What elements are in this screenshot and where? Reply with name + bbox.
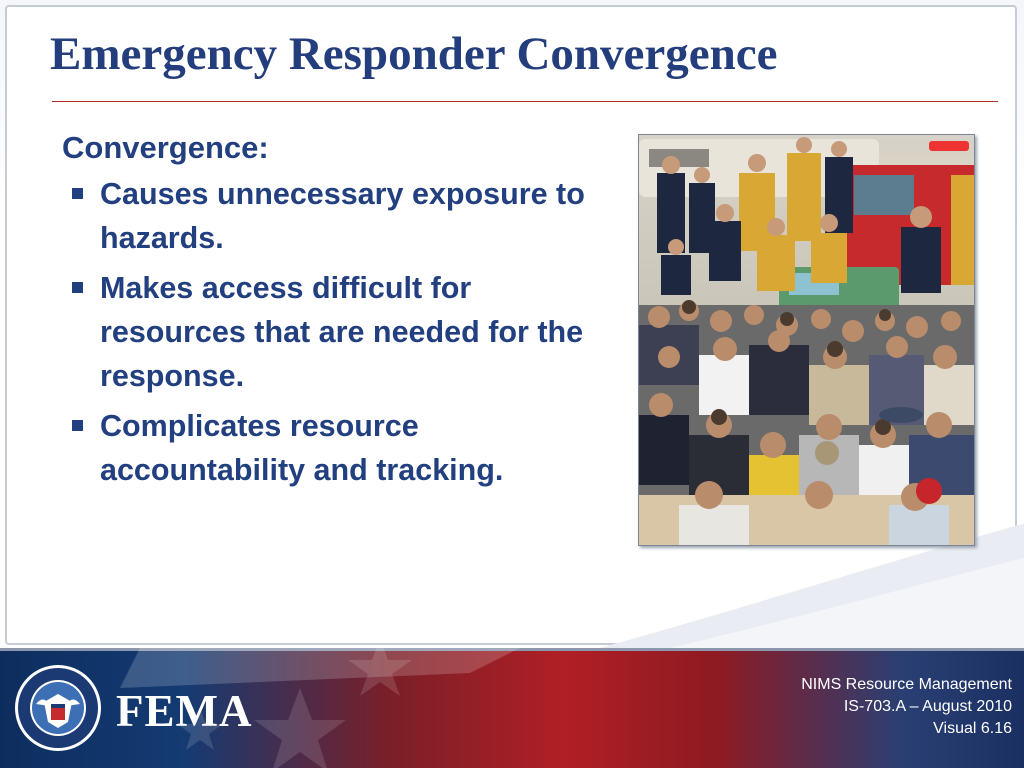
slide-title: Emergency Responder Convergence bbox=[50, 28, 778, 80]
bullet-text: Causes unnecessary exposure to hazards. bbox=[100, 177, 585, 255]
square-bullet-icon bbox=[72, 282, 83, 293]
square-bullet-icon bbox=[72, 420, 83, 431]
bullet-text: Makes access difficult for resources that are needed for the response. bbox=[100, 271, 584, 393]
dhs-seal-icon bbox=[14, 664, 102, 752]
course-info bbox=[801, 674, 1012, 740]
course-title: NIMS Resource Management bbox=[801, 676, 1012, 693]
content-heading: Convergence: bbox=[62, 130, 269, 165]
title-underline bbox=[52, 101, 998, 102]
bullet-item bbox=[62, 266, 622, 398]
course-id: IS-703.A – August 2010 bbox=[843, 698, 1012, 715]
crowd-photo bbox=[638, 134, 975, 546]
bullet-item bbox=[62, 172, 622, 260]
slide-content bbox=[62, 128, 622, 498]
bullet-item bbox=[62, 404, 622, 492]
visual-number: Visual 6.16 bbox=[933, 720, 1012, 737]
bullet-text: Complicates resource accountability and tracking. bbox=[100, 409, 504, 487]
fema-logo: FEMA bbox=[116, 686, 253, 736]
square-bullet-icon bbox=[72, 188, 83, 199]
crowd-photo-illustration bbox=[639, 135, 974, 545]
slide-footer bbox=[0, 648, 1024, 768]
bullet-list bbox=[62, 172, 622, 492]
